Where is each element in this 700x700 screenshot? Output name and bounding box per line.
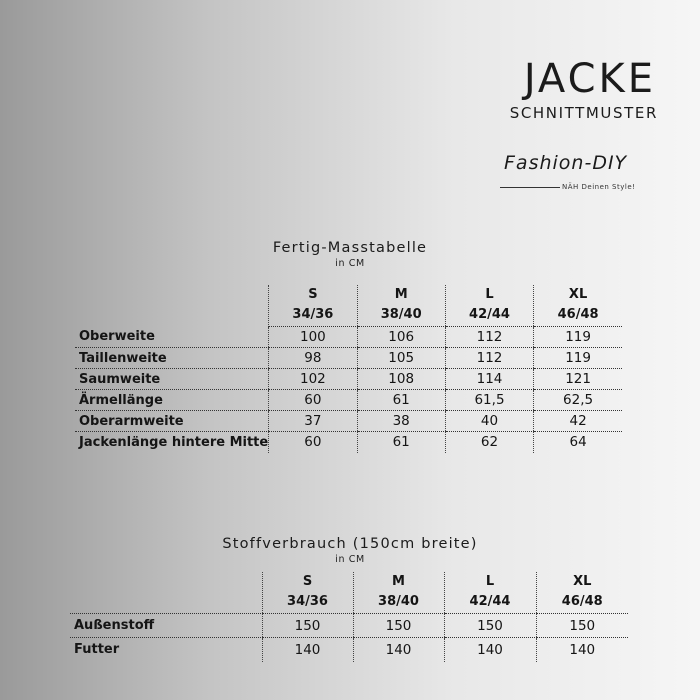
size-table-header-row <box>75 285 622 327</box>
size-header-s <box>262 572 353 614</box>
size-range: 34/36 <box>292 307 334 322</box>
table-cell: 106 <box>357 327 445 348</box>
table-cell: 60 <box>269 432 357 453</box>
table-cell: 119 <box>534 327 622 348</box>
table-cell: 61,5 <box>445 390 533 411</box>
table-cell: 61 <box>357 390 445 411</box>
size-table-title: Fertig-Masstabelle <box>272 240 428 256</box>
size-range: 46/48 <box>557 307 599 322</box>
row-label: Außenstoff <box>70 614 262 638</box>
size-header-l <box>445 285 533 327</box>
table-cell: 140 <box>353 638 444 662</box>
size-range: 34/36 <box>287 594 328 609</box>
size-table-corner <box>75 285 269 327</box>
size-range: 38/40 <box>378 594 419 609</box>
size-label: L <box>485 574 495 589</box>
size-header-l <box>444 572 536 614</box>
table-cell: 64 <box>534 432 622 453</box>
row-label: Ärmellänge <box>75 390 269 411</box>
size-table-unit: in CM <box>335 258 365 269</box>
size-header-s <box>269 285 357 327</box>
table-cell: 150 <box>353 614 444 638</box>
size-label: XL <box>573 574 592 589</box>
size-range: 42/44 <box>469 307 510 322</box>
table-cell: 102 <box>269 369 357 390</box>
size-label: XL <box>568 287 588 302</box>
table-row <box>70 614 628 638</box>
size-header-xl <box>536 572 628 614</box>
table-cell: 108 <box>357 369 445 390</box>
table-cell: 150 <box>262 614 353 638</box>
size-range: 42/44 <box>469 594 511 609</box>
size-label: S <box>302 574 313 589</box>
table-cell: 62 <box>445 432 533 453</box>
table-cell: 38 <box>357 411 445 432</box>
table-cell: 121 <box>534 369 622 390</box>
table-cell: 61 <box>357 432 445 453</box>
fabric-table-unit: in CM <box>335 554 365 565</box>
table-cell: 42 <box>534 411 622 432</box>
table-cell: 60 <box>269 390 357 411</box>
table-row <box>75 348 622 369</box>
table-row <box>75 369 622 390</box>
size-label: M <box>394 287 408 302</box>
table-row <box>75 411 622 432</box>
size-label: S <box>308 287 318 302</box>
table-cell: 62,5 <box>534 390 622 411</box>
table-cell: 150 <box>536 614 628 638</box>
row-label: Oberweite <box>75 327 269 348</box>
pattern-subtitle: SCHNITTMUSTER <box>509 104 658 122</box>
row-label: Taillenweite <box>75 348 269 369</box>
table-cell: 119 <box>534 348 622 369</box>
fabric-table-corner <box>70 572 262 614</box>
fabric-table <box>70 572 628 662</box>
size-table <box>75 285 622 453</box>
logo-tagline: NÄH Deinen Style! <box>562 183 636 191</box>
brand-logo <box>500 150 660 200</box>
row-label: Saumweite <box>75 369 269 390</box>
table-cell: 150 <box>444 614 536 638</box>
row-label: Oberarmweite <box>75 411 269 432</box>
table-cell: 100 <box>269 327 357 348</box>
row-label: Jackenlänge hintere Mitte <box>79 434 269 450</box>
table-row <box>70 638 628 662</box>
table-cell: 37 <box>269 411 357 432</box>
fabric-table-title: Stoffverbrauch (150cm breite) <box>222 536 478 552</box>
size-header-xl <box>534 285 622 327</box>
fabric-table-header-row <box>70 572 628 614</box>
size-label: L <box>485 287 494 302</box>
table-cell: 140 <box>262 638 353 662</box>
table-cell: 112 <box>445 327 533 348</box>
size-range: 46/48 <box>561 594 603 609</box>
logo-wordmark: Fashion-DIY <box>504 152 628 174</box>
table-row <box>75 390 622 411</box>
logo-underline <box>500 187 560 188</box>
row-label: Futter <box>74 642 120 658</box>
size-label: M <box>392 574 405 589</box>
size-range: 38/40 <box>380 307 422 322</box>
table-cell: 114 <box>445 369 533 390</box>
table-cell: 40 <box>445 411 533 432</box>
size-header-m <box>353 572 444 614</box>
table-cell: 112 <box>445 348 533 369</box>
pattern-title: JACKE <box>523 56 656 102</box>
table-cell: 98 <box>269 348 357 369</box>
table-cell: 140 <box>444 638 536 662</box>
table-row <box>75 432 622 453</box>
size-header-m <box>357 285 445 327</box>
table-cell: 105 <box>357 348 445 369</box>
table-cell: 140 <box>536 638 628 662</box>
table-row <box>75 327 622 348</box>
